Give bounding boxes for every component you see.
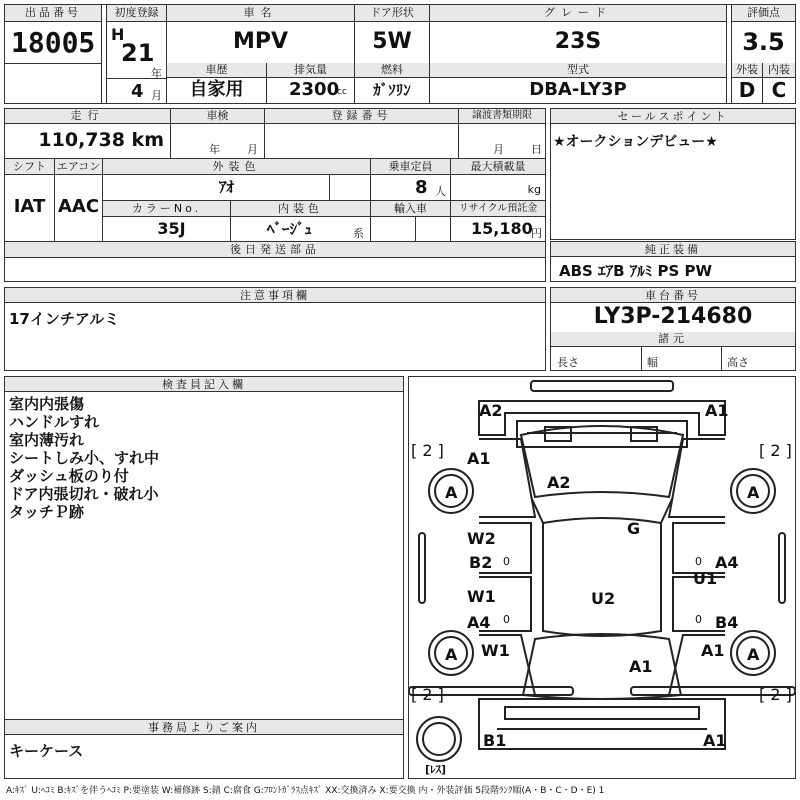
damage-mark: B2 xyxy=(469,553,493,572)
later-parts-cell xyxy=(5,241,545,281)
transfer-label: 譲渡書類期限 xyxy=(459,109,545,124)
length-label: 長さ xyxy=(557,356,579,369)
mileage-value: 110,738 km xyxy=(38,129,164,151)
reg-month-unit: 月 xyxy=(151,89,162,102)
inspector-line: ドア内張切れ・破れ小 xyxy=(9,485,159,503)
damage-mark: A xyxy=(747,483,760,502)
office-label: 事務局よりご案内 xyxy=(5,720,403,735)
capacity-value: 8 xyxy=(415,177,428,198)
lot-number-label: 出品番号 xyxy=(5,5,101,22)
recycle-cell xyxy=(451,201,545,241)
car-diagram xyxy=(408,376,796,779)
capacity-unit: 人 xyxy=(435,185,446,198)
shift-cell xyxy=(5,159,55,241)
interior-value: C xyxy=(771,78,787,102)
car-name-cell xyxy=(167,5,355,63)
exterior-value: D xyxy=(738,78,756,102)
inspector-line: ダッシュ板のり付 xyxy=(9,467,129,485)
damage-mark: A xyxy=(747,645,760,664)
damage-mark: B4 xyxy=(715,613,739,632)
damage-mark: A1 xyxy=(629,657,653,676)
spare-label: [ﾚｽ] xyxy=(425,763,447,776)
gauge-mark: 0 xyxy=(695,555,702,568)
history-value: 自家用 xyxy=(189,79,244,100)
equipment-label: 純正装備 xyxy=(551,242,795,257)
damage-mark: W2 xyxy=(467,529,496,548)
reg-year: 21 xyxy=(121,39,155,67)
fuel-label: 燃料 xyxy=(355,63,429,78)
car-name-label: 車名 xyxy=(167,5,354,22)
interior-label: 内装 xyxy=(763,63,795,78)
int-color-label: 内装色 xyxy=(231,201,370,217)
import-label: 輸入車 xyxy=(371,201,450,217)
displacement-value: 2300 xyxy=(289,79,340,100)
load-unit: kg xyxy=(527,183,541,196)
first-registration-cell xyxy=(106,5,167,103)
int-color-cell xyxy=(231,201,371,241)
grade-label: グレード xyxy=(430,5,726,22)
sales-point-text: ★オークションデビュー★ xyxy=(553,134,718,150)
damage-mark: A4 xyxy=(715,553,739,572)
reg-month: 4 xyxy=(131,81,144,102)
damage-mark: A xyxy=(445,645,458,664)
score-label: 評価点 xyxy=(732,5,795,22)
mileage-cell xyxy=(5,109,171,159)
tire-mark: [ 2 ] xyxy=(411,441,444,460)
inspection-cell xyxy=(171,109,265,159)
chassis-label: 車台番号 xyxy=(551,288,795,303)
exterior-label: 外装 xyxy=(732,63,762,78)
history-cell xyxy=(167,63,267,103)
transfer-cell xyxy=(459,109,545,159)
inspection-label: 車検 xyxy=(171,109,264,124)
model-cell xyxy=(430,63,727,103)
damage-mark: W1 xyxy=(481,641,510,660)
lot-number-cell xyxy=(5,5,102,103)
damage-mark: A2 xyxy=(547,473,571,492)
notes-text: 17インチアルミ xyxy=(9,310,120,328)
history-label: 車歴 xyxy=(167,63,266,78)
recycle-unit: 円 xyxy=(531,227,542,240)
ac-cell xyxy=(55,159,103,241)
fuel-cell xyxy=(355,63,430,103)
equipment-text: ABS ｴｱB ｱﾙﾐ PS PW xyxy=(559,262,713,280)
gauge-mark: 0 xyxy=(503,555,510,568)
chassis-box xyxy=(550,287,796,371)
later-parts-label: 後日発送部品 xyxy=(5,242,545,258)
notes-box xyxy=(4,287,546,371)
height-label: 高さ xyxy=(727,356,749,369)
damage-mark: G xyxy=(627,519,641,538)
inspector-line: タッチＰ跡 xyxy=(9,503,85,521)
first-registration-label: 初度登録 xyxy=(107,5,166,22)
tire-mark: [ 2 ] xyxy=(411,685,444,704)
capacity-cell xyxy=(371,159,451,201)
displacement-unit: cc xyxy=(337,87,347,97)
inspector-box xyxy=(4,376,404,720)
color-no-cell xyxy=(103,201,231,241)
gauge-mark: 0 xyxy=(503,613,510,626)
door-value: 5W xyxy=(372,29,412,54)
office-text: キーケース xyxy=(9,742,84,760)
model-value: DBA-LY3P xyxy=(529,79,627,100)
details-table xyxy=(4,108,546,282)
score-value: 3.5 xyxy=(742,28,785,56)
int-color-value: ﾍﾞｰｼﾞｭ xyxy=(267,220,313,238)
score-cell xyxy=(731,5,795,63)
lot-number-value: 18005 xyxy=(11,26,96,59)
reg-no-cell xyxy=(265,109,459,159)
color-cell xyxy=(103,159,371,201)
reg-no-label: 登録番号 xyxy=(265,109,458,124)
legend: A:ｷｽﾞ U:ﾍｺﾐ B:ｷｽﾞを伴うﾍｺﾐ P:要塗装 W:補修跡 S:錆 C:腐食 G:ﾌﾛﾝﾄｶﾞﾗｽ点ｷｽﾞ XX:交換済み X:要交換 内・外装評価 5段階ﾗﾝｸ順(A・B・C・D・E) 1 xyxy=(6,786,605,796)
model-label: 型式 xyxy=(430,63,726,78)
door-label: ドア形状 xyxy=(355,5,429,22)
mileage-label: 走行 xyxy=(5,109,170,124)
sales-point-label: セールスポイント xyxy=(551,109,795,124)
grade-value: 23S xyxy=(554,29,602,54)
sales-point-box xyxy=(550,108,796,240)
color-no-value: 35J xyxy=(157,219,186,238)
chassis-value: LY3P-214680 xyxy=(593,304,753,329)
reg-year-unit: 年 xyxy=(151,67,162,80)
shift-value: IAT xyxy=(13,196,46,217)
color-no-label: カラーNo. xyxy=(103,201,230,217)
equipment-box xyxy=(550,241,796,282)
shift-label: シフト xyxy=(5,159,54,175)
inspector-line: ハンドルすれ xyxy=(9,413,100,431)
damage-mark: W1 xyxy=(467,587,496,606)
width-label: 幅 xyxy=(647,356,658,369)
int-color-unit: 系 xyxy=(353,227,364,240)
load-cell xyxy=(451,159,545,201)
damage-mark: U2 xyxy=(591,589,616,608)
tire-mark: [ 2 ] xyxy=(759,441,792,460)
ac-label: エアコン xyxy=(56,160,101,173)
era-mark: H xyxy=(111,25,125,44)
load-label: 最大積載量 xyxy=(451,159,545,175)
office-box xyxy=(4,719,404,779)
inspector-line: 室内内張傷 xyxy=(9,395,85,413)
capacity-label: 乗車定員 xyxy=(371,159,450,175)
damage-mark: A1 xyxy=(701,641,725,660)
inspector-line: シートしみ小、すれ中 xyxy=(9,449,160,467)
damage-mark: A1 xyxy=(703,731,727,750)
damage-mark: A2 xyxy=(479,401,503,420)
interior-cell xyxy=(763,63,795,103)
damage-mark: A1 xyxy=(467,449,491,468)
inspector-lines xyxy=(9,395,159,521)
fuel-value: ｶﾞｿﾘﾝ xyxy=(373,81,411,99)
import-cell xyxy=(371,201,451,241)
damage-mark: A1 xyxy=(705,401,729,420)
dims-label: 諸元 xyxy=(551,332,795,347)
color-value: ｱｵ xyxy=(218,178,234,196)
displacement-label: 排気量 xyxy=(267,63,354,78)
inspection-month: 月 xyxy=(247,143,258,156)
damage-mark: A xyxy=(445,483,458,502)
color-label: 外装色 xyxy=(103,159,370,175)
damage-mark: B1 xyxy=(483,731,507,750)
gauge-mark: 0 xyxy=(695,613,702,626)
car-name-value: MPV xyxy=(232,29,289,54)
transfer-day: 日 xyxy=(531,143,542,156)
grade-cell xyxy=(430,5,727,63)
damage-mark: A4 xyxy=(467,613,491,632)
inspection-year: 年 xyxy=(209,143,220,156)
exterior-cell xyxy=(731,63,763,103)
inspector-line: 室内薄汚れ xyxy=(9,431,85,449)
inspector-label: 検査員記入欄 xyxy=(5,377,403,392)
damage-mark: U1 xyxy=(693,569,718,588)
displacement-cell xyxy=(267,63,355,103)
transfer-month: 月 xyxy=(493,143,504,156)
door-cell xyxy=(355,5,430,63)
notes-label: 注意事項欄 xyxy=(5,288,545,303)
car-outline xyxy=(409,377,795,778)
recycle-value: 15,180 xyxy=(471,219,533,238)
header-table xyxy=(4,4,796,104)
ac-value: AAC xyxy=(57,196,100,217)
tire-mark: [ 2 ] xyxy=(759,685,792,704)
recycle-label: リサイクル預託金 xyxy=(451,201,545,217)
